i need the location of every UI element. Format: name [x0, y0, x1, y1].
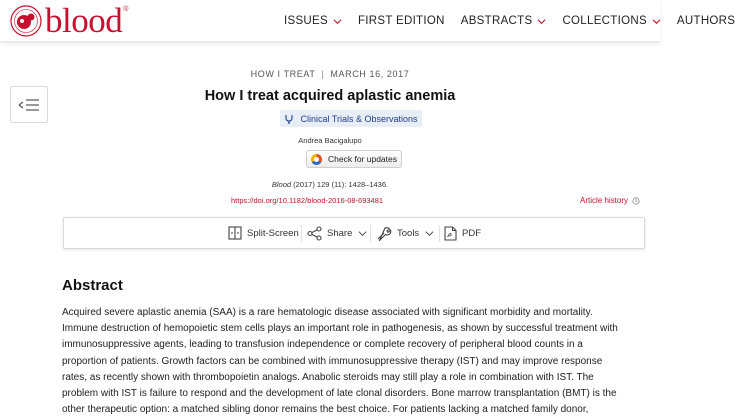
chevron-down-icon: [358, 229, 367, 238]
split-screen-button[interactable]: [228, 218, 299, 248]
article-toolbar: [63, 217, 645, 249]
article-meta: [0, 69, 660, 79]
share-label: Share: [327, 227, 353, 239]
stethoscope-icon: [284, 114, 294, 124]
nav-issues-label: ISSUES: [284, 15, 328, 27]
citation: [0, 180, 660, 189]
article-history-link[interactable]: [580, 196, 640, 205]
clock-icon: [632, 197, 640, 205]
abstract-line: rates, as recently shown with thrombopoietin analogs. Anabolic steroids may still play a role in combination with IST. The: [62, 371, 594, 383]
abstract-body: [62, 305, 650, 418]
nav-authors[interactable]: [677, 15, 735, 27]
wrench-icon: [376, 226, 392, 241]
share-icon: [307, 226, 322, 241]
chevron-down-icon: [537, 17, 546, 26]
chevron-down-icon: [333, 17, 342, 26]
toolbar-divider: [370, 225, 371, 242]
chevron-down-icon: [652, 17, 661, 26]
nav-authors-label: AUTHORS: [676, 15, 736, 27]
article-date: MARCH 16, 2017: [330, 69, 410, 79]
abstract-line: other therapeutic option: a matched sibling donor remains the best choice. For patients lacking a matched family donor,: [62, 404, 589, 416]
abstract-heading: Abstract: [62, 277, 123, 294]
author-name[interactable]: Andrea Bacigalupo: [298, 136, 362, 145]
nav-abstracts[interactable]: [461, 15, 547, 27]
split-screen-icon: [228, 226, 242, 240]
abstract-line: problem with IST is failure to respond and the development of late clonal disorders. Bone marrow transplantation (BMT) is the: [62, 388, 617, 400]
nav-first-edition-label: FIRST EDITION: [357, 15, 445, 27]
article-history-label: Article history: [580, 196, 629, 205]
category-badge[interactable]: [280, 110, 422, 127]
pdf-button[interactable]: [444, 218, 481, 248]
share-button[interactable]: [307, 218, 367, 248]
tools-button[interactable]: [376, 218, 434, 248]
nav-abstracts-label: ABSTRACTS: [460, 15, 533, 27]
pdf-file-icon: [444, 226, 457, 241]
article-section[interactable]: HOW I TREAT: [250, 69, 316, 79]
registered-mark: ®: [123, 5, 129, 13]
pdf-label: PDF: [462, 227, 481, 239]
check-updates-button[interactable]: [306, 150, 402, 168]
toolbar-divider: [439, 225, 440, 242]
nav-collections-label: COLLECTIONS: [562, 15, 647, 27]
blood-logo[interactable]: [10, 1, 129, 40]
citation-journal: Blood: [271, 180, 292, 189]
abstract-line: immunosuppressive agents, leading to transfusion independence or complete recovery of peripheral blood counts in a: [62, 339, 583, 351]
site-header: [0, 0, 736, 42]
brand-name: blood: [45, 1, 123, 40]
nav-first-edition[interactable]: [358, 15, 445, 27]
check-updates-label: Check for updates: [328, 154, 397, 164]
crossmark-icon: [311, 154, 322, 165]
main-nav: [284, 0, 751, 42]
abstract-line: Immune destruction of hemopoietic stem cells plays an important role in pathogenesis, as shown by successful treatment with: [62, 323, 618, 335]
nav-issues[interactable]: [284, 15, 342, 27]
toolbar-divider: [301, 225, 302, 242]
article-title: How I treat acquired aplastic anemia: [204, 88, 456, 104]
category-label: Clinical Trials & Observations: [300, 113, 418, 124]
split-screen-label: Split-Screen: [247, 227, 299, 239]
nav-collections[interactable]: [562, 15, 660, 27]
chevron-down-icon: [425, 229, 434, 238]
meta-separator: |: [321, 69, 325, 79]
doi-link[interactable]: https://doi.org/10.1182/blood-2016-08-693481: [231, 196, 384, 205]
abstract-line: Acquired severe aplastic anemia (SAA) is a rare hematologic disease associated with significant morbidity and mortality.: [62, 307, 593, 318]
abstract-line: proportion of patients. Growth factors can be combined with immunosuppressive therapy (IST) and may improve response: [62, 355, 603, 367]
tools-label: Tools: [397, 227, 420, 239]
society-seal-icon: [10, 5, 42, 37]
citation-details: (2017) 129 (11): 1428–1436.: [291, 180, 389, 189]
